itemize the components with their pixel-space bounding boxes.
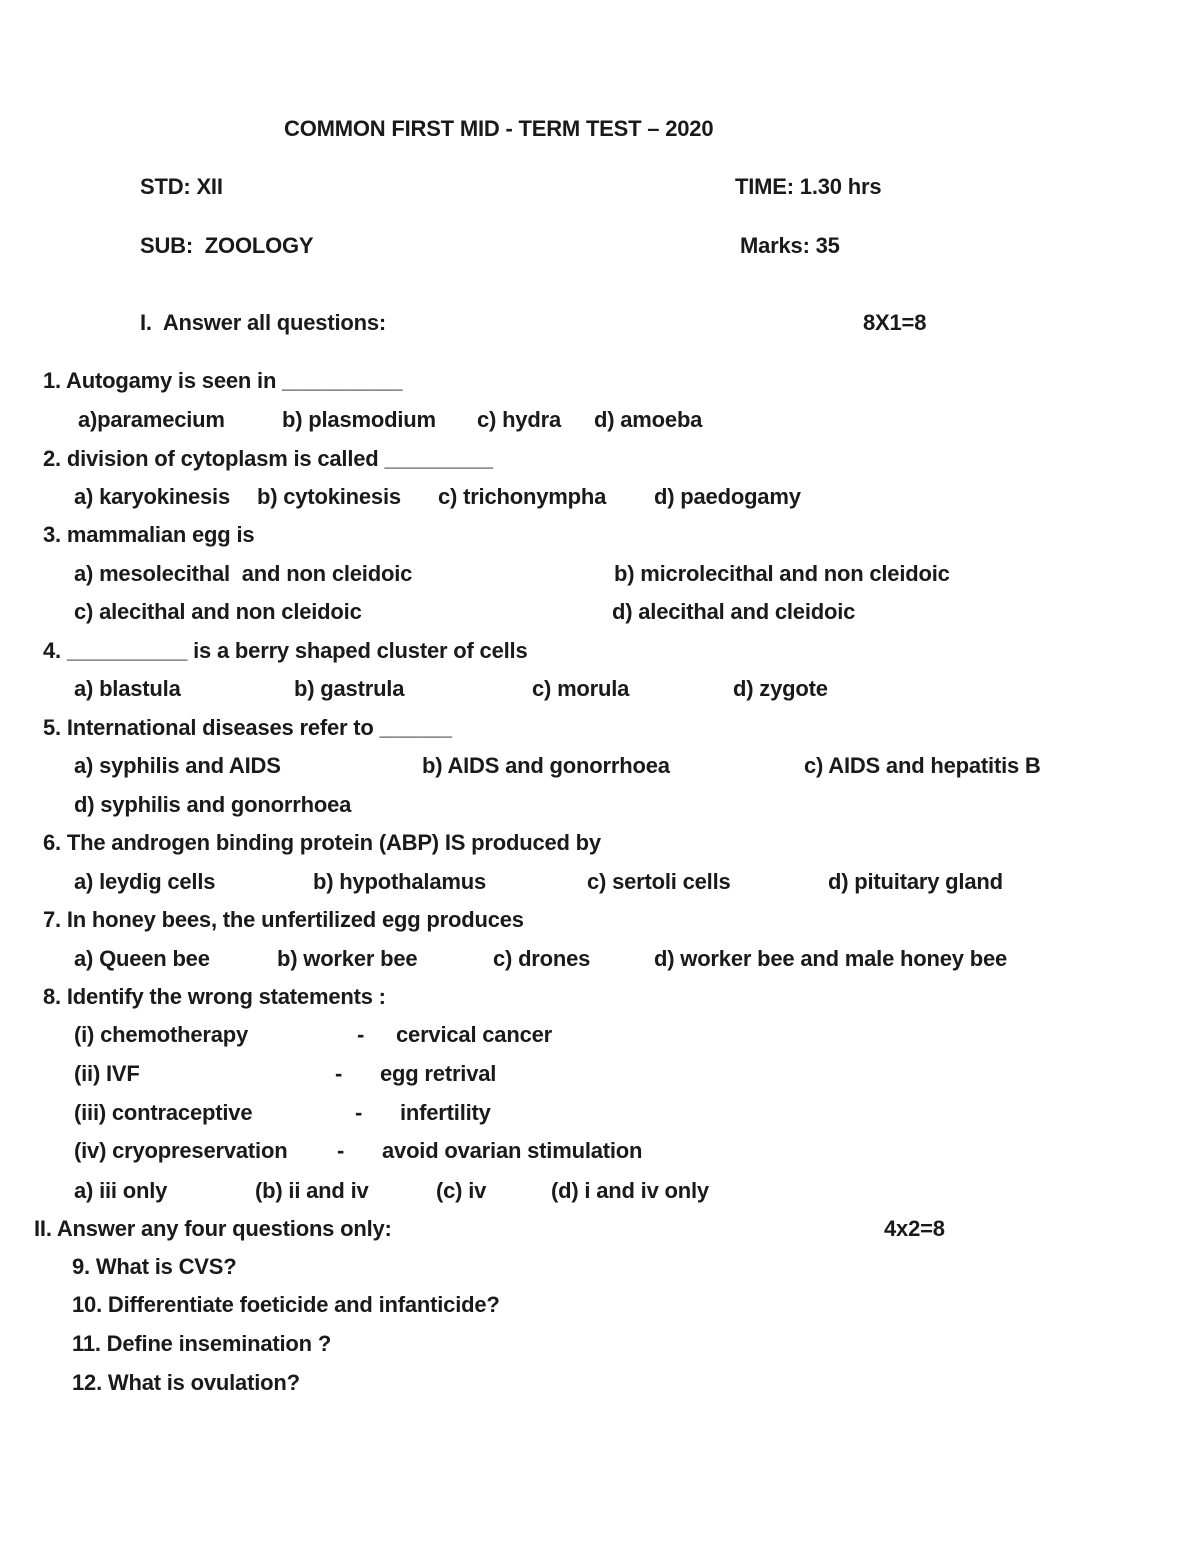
q8-pair-1-right: cervical cancer	[396, 1022, 553, 1047]
q3-option-c: c) alecithal and non cleidoic	[74, 599, 362, 624]
q1-option-c: c) hydra	[477, 407, 561, 432]
exam-title: COMMON FIRST MID - TERM TEST – 2020	[284, 116, 714, 141]
q3-option-d: d) alecithal and cleidoic	[612, 599, 856, 624]
q1-option-b: b) plasmodium	[282, 407, 436, 432]
q7-option-c: c) drones	[493, 946, 591, 971]
q8-pair-1-dash: -	[357, 1022, 365, 1047]
q7-option-b: b) worker bee	[277, 946, 418, 971]
question-8: 8. Identify the wrong statements :	[43, 984, 386, 1009]
q4-option-d: d) zygote	[733, 676, 828, 701]
section-2-marks: 4x2=8	[884, 1216, 945, 1241]
question-9: 9. What is CVS?	[72, 1254, 237, 1279]
section-1-heading: I. Answer all questions:	[140, 310, 387, 335]
question-12: 12. What is ovulation?	[72, 1370, 300, 1395]
q8-pair-3-left: (iii) contraceptive	[74, 1100, 253, 1125]
q2-option-c: c) trichonympha	[438, 484, 607, 509]
q4-option-c: c) morula	[532, 676, 630, 701]
q2-option-a: a) karyokinesis	[74, 484, 230, 509]
q8-pair-2-left: (ii) IVF	[74, 1061, 140, 1086]
question-11: 11. Define insemination ?	[72, 1331, 332, 1356]
question-6: 6. The androgen binding protein (ABP) IS produced by	[43, 830, 601, 855]
standard-label: STD: XII	[140, 174, 223, 199]
q8-option-d: (d) i and iv only	[551, 1178, 709, 1203]
q8-pair-4-right: avoid ovarian stimulation	[382, 1138, 643, 1163]
q8-pair-2-right: egg retrival	[380, 1061, 497, 1086]
subject-label: SUB: ZOOLOGY	[140, 233, 314, 258]
q8-pair-2-dash: -	[335, 1061, 343, 1086]
question-4: 4. __________ is a berry shaped cluster of cells	[43, 638, 528, 663]
section-1-marks: 8X1=8	[863, 310, 927, 335]
section-2-heading: II. Answer any four questions only:	[34, 1216, 392, 1241]
q1-option-d: d) amoeba	[594, 407, 703, 432]
q4-option-b: b) gastrula	[294, 676, 405, 701]
q8-pair-3-dash: -	[355, 1100, 363, 1125]
question-1: 1. Autogamy is seen in __________	[43, 368, 403, 393]
q6-option-a: a) leydig cells	[74, 869, 216, 894]
question-10: 10. Differentiate foeticide and infanticide?	[72, 1292, 500, 1317]
q3-option-b: b) microlecithal and non cleidoic	[614, 561, 950, 586]
question-2: 2. division of cytoplasm is called _________	[43, 446, 493, 471]
question-3: 3. mammalian egg is	[43, 522, 255, 547]
marks-label: Marks: 35	[740, 233, 840, 258]
q3-option-a: a) mesolecithal and non cleidoic	[74, 561, 413, 586]
q6-option-b: b) hypothalamus	[313, 869, 487, 894]
q5-option-c: c) AIDS and hepatitis B	[804, 753, 1041, 778]
q5-option-d: d) syphilis and gonorrhoea	[74, 792, 352, 817]
time-label: TIME: 1.30 hrs	[735, 174, 882, 199]
q8-pair-3-right: infertility	[400, 1100, 491, 1125]
q5-option-a: a) syphilis and AIDS	[74, 753, 281, 778]
q8-option-b: (b) ii and iv	[255, 1178, 369, 1203]
q4-option-a: a) blastula	[74, 676, 181, 701]
q8-pair-4-dash: -	[337, 1138, 345, 1163]
q8-option-c: (c) iv	[436, 1178, 487, 1203]
question-5: 5. International diseases refer to ______	[43, 715, 452, 740]
q7-option-d: d) worker bee and male honey bee	[654, 946, 1008, 971]
q1-option-a: a)paramecium	[78, 407, 225, 432]
q5-option-b: b) AIDS and gonorrhoea	[422, 753, 670, 778]
q2-option-b: b) cytokinesis	[257, 484, 401, 509]
q8-pair-1-left: (i) chemotherapy	[74, 1022, 249, 1047]
question-7: 7. In honey bees, the unfertilized egg produces	[43, 907, 524, 932]
q8-pair-4-left: (iv) cryopreservation	[74, 1138, 288, 1163]
q7-option-a: a) Queen bee	[74, 946, 210, 971]
q2-option-d: d) paedogamy	[654, 484, 801, 509]
q6-option-d: d) pituitary gland	[828, 869, 1003, 894]
q6-option-c: c) sertoli cells	[587, 869, 731, 894]
q8-option-a: a) iii only	[74, 1178, 168, 1203]
